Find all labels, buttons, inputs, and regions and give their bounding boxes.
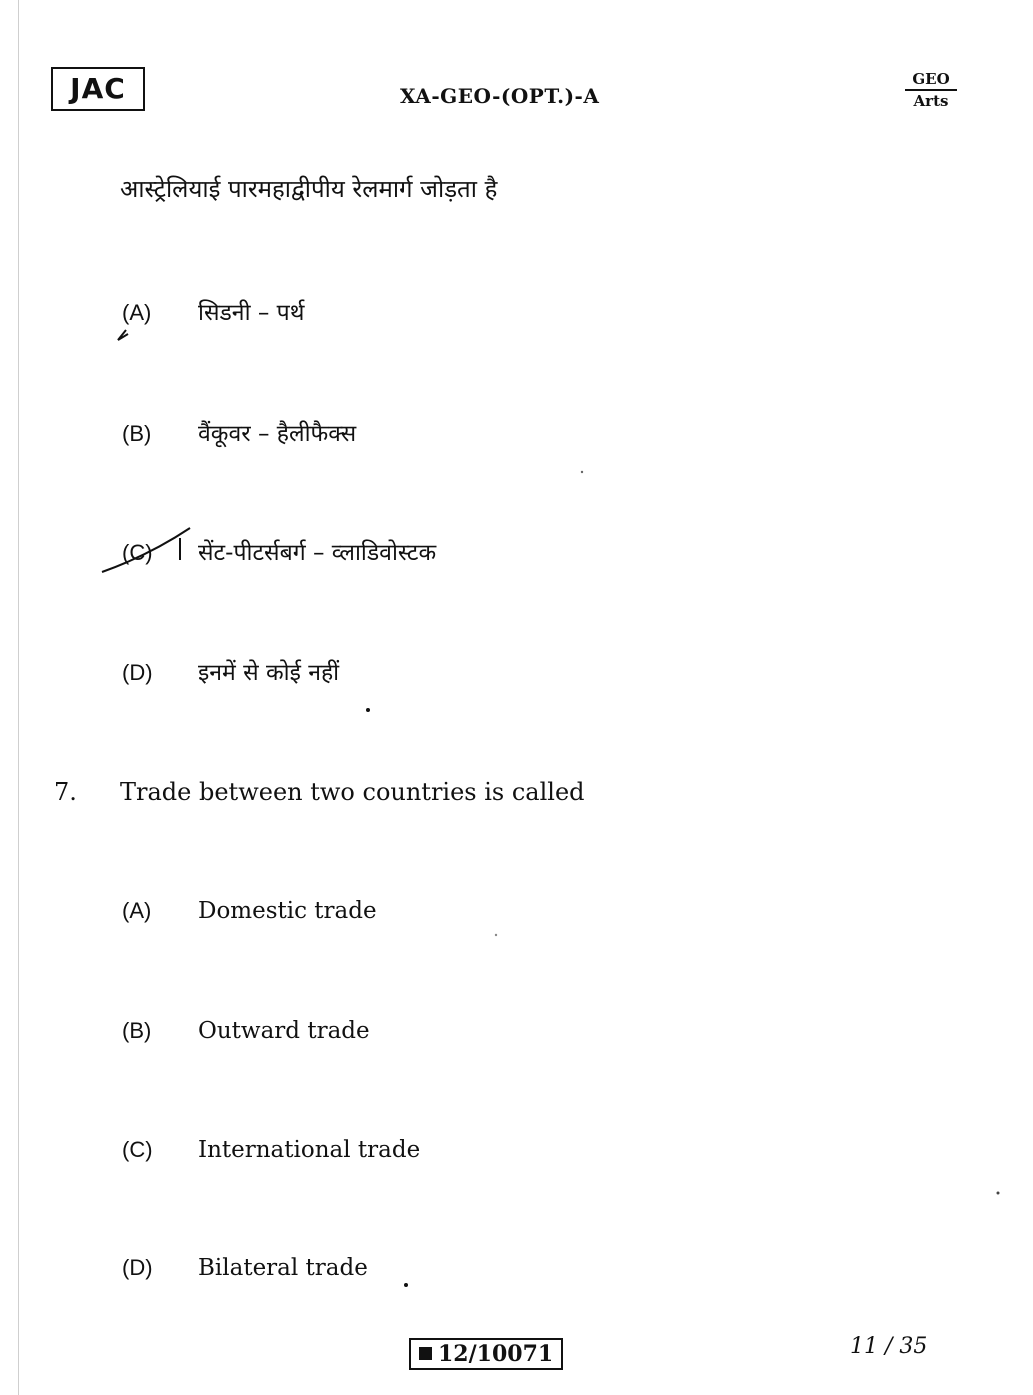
option-text: सेंट-पीटर्सबर्ग – व्लाडिवोस्टक [198,540,437,566]
ink-dot [404,1283,408,1287]
q7-option-a [122,898,377,924]
booklet-code [409,1338,563,1370]
q6-option-d [122,655,339,687]
q6-option-a [122,295,304,327]
option-label: (A) [122,898,152,923]
option-text: Outward trade [198,1018,370,1044]
option-label: (C) [122,540,153,565]
ink-dot [581,471,583,473]
option-label: (A) [122,300,152,325]
option-text: इनमें से कोई नहीं [198,660,340,686]
option-text: Bilateral trade [198,1255,368,1281]
option-label: (B) [122,1018,152,1043]
option-label: (D) [122,1255,153,1280]
square-bullet-icon [419,1347,432,1360]
booklet-code-text: 12/10071 [438,1341,554,1367]
ink-dot [997,1192,1000,1195]
question-7-text: Trade between two countries is called [120,778,585,806]
question-6-text: आस्ट्रेलियाई पारमहाद्वीपीय रेलमार्ग जोड़ता है [120,175,498,203]
tick-mark-option-a [118,330,128,340]
subject-name: GEO [905,70,957,91]
q6-option-c [122,535,436,567]
option-text: सिडनी – पर्थ [198,300,305,326]
option-label: (D) [122,660,153,685]
option-label: (C) [122,1137,153,1162]
ink-dot [366,708,370,712]
board-label: JAC [51,67,145,111]
stream-name: Arts [913,92,949,110]
question-7-number: 7. [54,778,77,806]
option-text: International trade [198,1137,421,1163]
ink-dot [495,934,497,936]
page-number: 11 / 35 [850,1334,928,1359]
q7-option-b [122,1018,370,1044]
q7-option-c [122,1137,420,1163]
q7-option-d [122,1255,368,1281]
option-label: (B) [122,421,152,446]
option-text: वैंकूवर – हैलीफैक्स [198,421,357,447]
paper-code: XA-GEO-(OPT.)-A [400,84,600,108]
left-margin-line [18,0,19,1395]
q6-option-b [122,416,356,448]
subject-label [905,70,957,110]
option-text: Domestic trade [198,898,377,924]
